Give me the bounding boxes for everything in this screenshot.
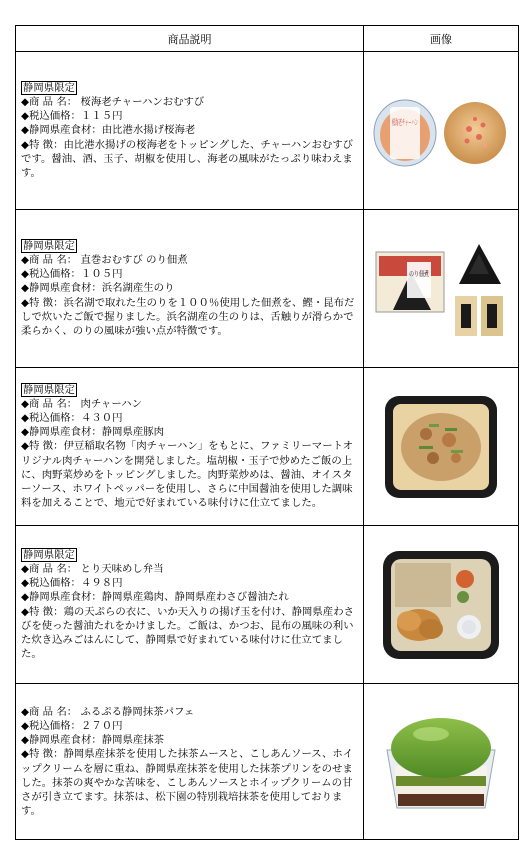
table-row — [16, 368, 519, 526]
product-name: ◆商 品 名： 直巻おむすび のり佃煮 — [21, 253, 188, 266]
toriten-bento-photo — [379, 547, 503, 663]
product-price: ◆税込価格：４３０円 — [21, 411, 123, 424]
product-price: ◆税込価格：２７０円 — [21, 719, 123, 732]
table-row — [16, 684, 519, 840]
product-feature: ◆特 徴：伊豆稲取名物「肉チャーハン」をもとに、ファミリーマートオリジナル肉チャーハンを開発しました。塩胡椒・玉子で炒めたご飯の上に、肉野菜炒めをトッピングしました。肉野菜炒めは、醤油、オイスターソース、ホワイトペッパーを使用し、さらに中国醤油を使用した調味料を加えることで、地元で好まれている味付けに仕立てました。 — [21, 440, 354, 510]
table-row — [16, 210, 519, 368]
product-image-cell — [364, 210, 519, 368]
package-label: のり佃煮 — [409, 269, 437, 278]
product-feature: ◆特 徴：由比港水揚げの桜海老をトッピングした、チャーハンおむすびです。醤油、酒、玉子、胡椒を使用し、海老の風味がたっぷり味わえます。 — [21, 138, 354, 179]
header-image: 画像 — [364, 26, 519, 52]
matcha-parfait-photo — [377, 710, 505, 814]
product-image-cell — [364, 684, 519, 840]
product-price: ◆税込価格：１０５円 — [21, 268, 123, 281]
limited-badge: 静岡県限定 — [23, 548, 75, 561]
product-ingredients: ◆静岡県産食材：静岡県産抹茶 — [21, 734, 165, 747]
product-image-cell — [364, 526, 519, 684]
package-label — [392, 117, 418, 127]
nori-tsukudani-onigiri-photo — [371, 234, 511, 344]
product-description-cell — [16, 526, 364, 684]
product-name: ◆商 品 名： ふるぷる静岡抹茶パフェ — [21, 705, 195, 718]
product-name: ◆商 品 名： 肉チャーハン — [21, 397, 142, 410]
product-image-cell — [364, 52, 519, 210]
product-ingredients: ◆静岡県産食材：由比港水揚げ桜海老 — [21, 124, 196, 137]
product-price: ◆税込価格：４９８円 — [21, 577, 123, 590]
product-description-cell — [16, 210, 364, 368]
product-price: ◆税込価格：１１５円 — [21, 110, 123, 123]
product-name: ◆商 品 名： とり天味めし弁当 — [21, 562, 164, 575]
product-feature: ◆特 徴：静岡県産抹茶を使用した抹茶ムースと、こしあんソース、ホイップクリームを層に重ね、静岡県産抹茶を使用した抹茶プリンをのせました。抹茶の爽やかな苦味を、こしあんソースとホイップクリームの甘さが引き立てます。抹茶は、松下園の特別栽培抹茶を使用しております。 — [21, 748, 354, 818]
limited-badge: 静岡県限定 — [23, 383, 75, 396]
product-table — [15, 25, 519, 840]
product-description-cell — [16, 52, 364, 210]
niku-chahan-bento-photo — [381, 392, 501, 502]
limited-badge: 静岡県限定 — [23, 81, 75, 94]
header-description: 商品説明 — [16, 26, 364, 52]
product-feature: ◆特 徴：鶏の天ぷらの衣に、いか天入りの揚げ玉を付け、静岡県産わさびを使った醤油たれをかけました。ご飯は、かつお、昆布の風味の利いた炊き込みごはんにして、静岡県で好まれている味付けに仕立てました。 — [21, 605, 354, 661]
sakura-shrimp-onigiri-photo — [371, 91, 511, 171]
product-name: ◆商 品 名： 桜海老チャーハンおむすび — [21, 95, 205, 108]
limited-badge: 静岡県限定 — [23, 239, 75, 252]
product-feature: ◆特 徴：浜名湖で取れた生のりを１００％使用した佃煮を、鰹・昆布だしで炊いたご飯で握りました。浜名湖産の生のりは、舌触りが滑らかで柔らかく、のりの風味が強い点が特徴です。 — [21, 296, 355, 337]
table-row — [16, 526, 519, 684]
product-ingredients: ◆静岡県産食材：静岡県産鶏肉、静岡県産わさび醤油たれ — [21, 591, 289, 604]
product-description-cell — [16, 684, 364, 840]
product-ingredients: ◆静岡県産食材：静岡県産豚肉 — [21, 426, 165, 439]
product-image-cell — [364, 368, 519, 526]
product-description-cell — [16, 368, 364, 526]
table-row — [16, 52, 519, 210]
product-ingredients: ◆静岡県産食材：浜名湖産生のり — [21, 282, 175, 295]
header-row — [16, 26, 519, 52]
